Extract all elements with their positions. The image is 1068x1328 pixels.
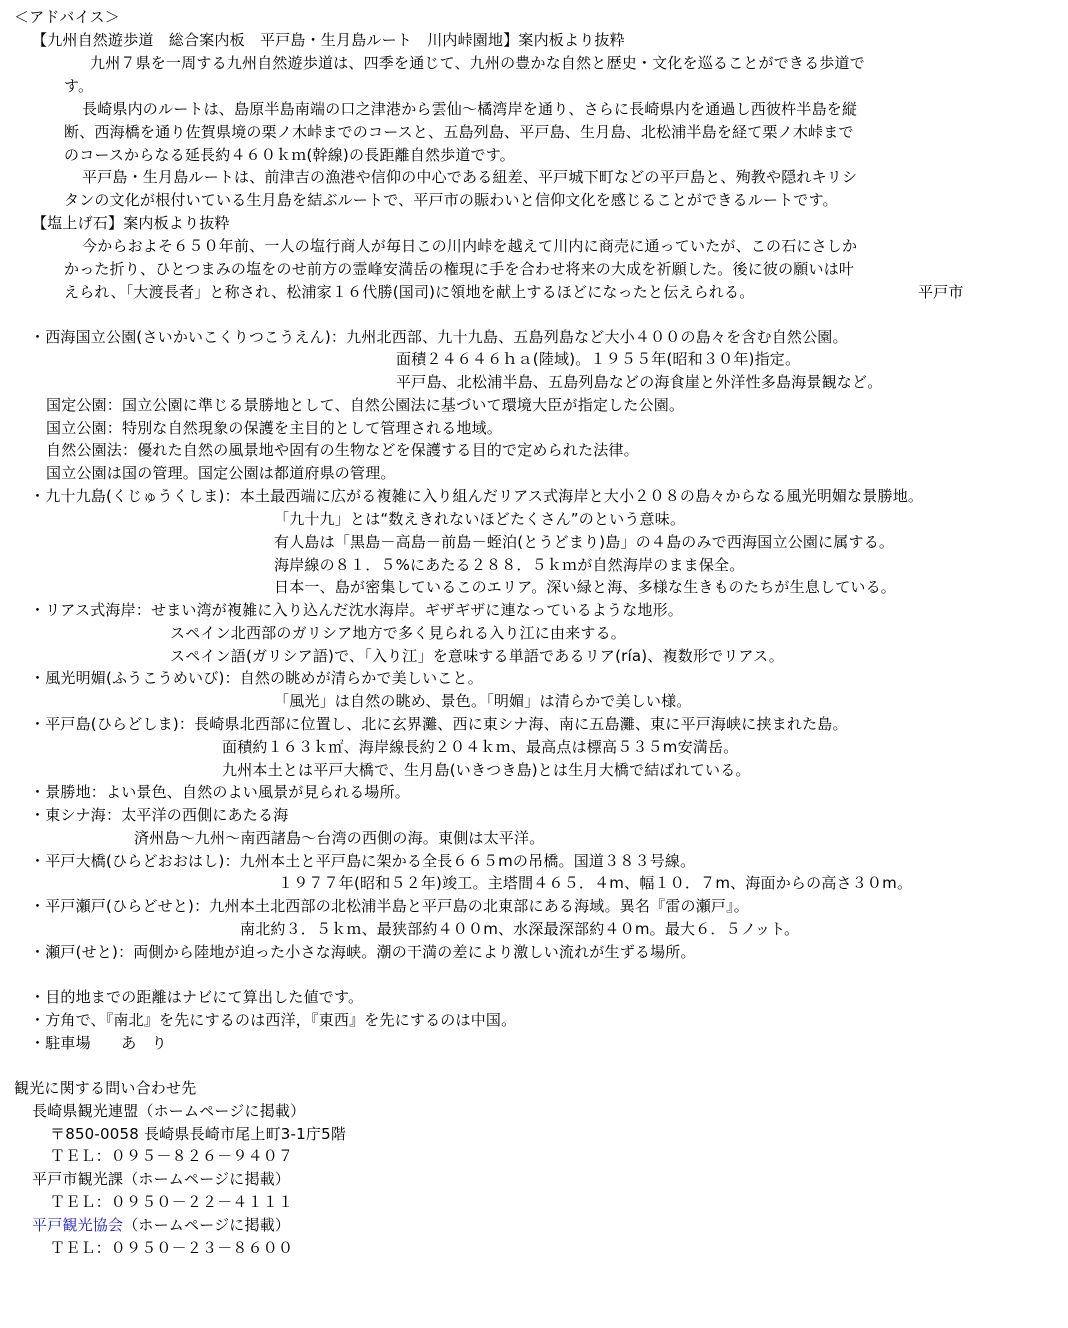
kyushu-board-line: 断、西海橋を通り佐賀県境の栗ノ木峠までのコースと、五島列島、平戸島、生月島、北松浦半島を経て栗ノ木峠まで	[64, 123, 854, 141]
glossary-seto: ・瀬戸(せと)：両側から陸地が迫った小さな海峡。潮の干満の差により激しい流れが生ずる場所。	[30, 943, 696, 961]
glossary-saikai-detail: 平戸島、北松浦半島、五島列島などの海食崖と外洋性多島海景観など。	[396, 373, 883, 391]
kyushu-board-line: のコースからなる延長約４６０ｋｍ(幹線)の長距離自然歩道です。	[64, 146, 515, 164]
glossary-fuko: ・風光明媚(ふうこうめいび)：自然の眺めが清らかで美しいこと。	[30, 669, 483, 687]
shioage-line: かった折り、ひとつまみの塩をのせ前方の霊峰安満岳の権現に手を合わせ将来の大成を祈願した。後に彼の願いは叶	[64, 260, 855, 278]
glossary-rias-detail: スペイン北西部のガリシア地方で多く見られる入り江に由来する。	[170, 624, 627, 642]
glossary-hirado-seto-detail: 南北約３．５ｋｍ、最狭部約４００m、水深最深部約４０m。最大６．５ノット。	[240, 920, 800, 938]
glossary-keishochi: ・景勝地：よい景色、自然のよい風景が見られる場所。	[30, 783, 411, 801]
glossary-hirado-bridge-detail: １９７７年(昭和５２年)竣工。主塔間４６５．４m、幅１０．７m、海面からの高さ３０m。	[278, 874, 913, 892]
advice-heading: ＜アドバイス＞	[14, 8, 120, 26]
shioage-line: えられ、「大渡長者」と称され、松浦家１６代勝(国司)に領地を献上するほどになったと伝えられる。	[64, 283, 755, 301]
shioage-source: 平戸市	[918, 283, 964, 301]
contact-hirado-city-name: 平戸市観光課（ホームページに掲載）	[32, 1170, 291, 1188]
glossary-east-china-sea: ・東シナ海：太平洋の西側にあたる海	[30, 806, 289, 824]
glossary-saikai-detail: 面積２４６４６ｈａ(陸域)。１９５５年(昭和３０年)指定。	[396, 350, 801, 368]
note-distance: ・目的地までの距離はナビにて算出した値です。	[30, 988, 364, 1006]
kyushu-board-title: 【九州自然遊歩道 総合案内板 平戸島・生月島ルート 川内峠園地】案内板より抜粋	[32, 31, 625, 49]
shioage-line: 今からおよそ６５０年前、一人の塩行商人が毎日この川内峠を越えて川内に商売に通っていたが、この石にさしか	[82, 237, 858, 255]
glossary-east-china-sea-detail: 済州島～九州～南西諸島～台湾の西側の海。東側は太平洋。	[134, 829, 545, 847]
kyushu-board-line: 長崎県内のルートは、島原半島南端の口之津港から雲仙～橘湾岸を通り、さらに長崎県内を通過し西彼杵半島を縦	[82, 100, 858, 118]
glossary-hirado-island: ・平戸島(ひらどしま)：長崎県北西部に位置し、北に玄界灘、西に東シナ海、南に五島灘、東に平戸海峡に挟まれた島。	[30, 715, 848, 733]
note-direction: ・方角で、『南北』を先にするのは西洋，『東西』を先にするのは中国。	[30, 1011, 517, 1029]
glossary-shizenkoen-ho: 自然公園法：優れた自然の風景地や固有の生物などを保護する目的で定められた法律。	[46, 441, 639, 459]
kyushu-board-line: 平戸島・生月島ルートは、前津吉の漁港や信仰の中心である紐差、平戸城下町などの平戸島と、殉教や隠れキリシ	[82, 168, 858, 186]
contact-hirado-assoc-tel: ＴＥＬ：０９５０－２３－８６００	[50, 1239, 294, 1257]
shioage-title: 【塩上げ石】案内板より抜粋	[32, 214, 230, 232]
glossary-saikai: ・西海国立公園(さいかいこくりつこうえん)：九州北西部、九十九島、五島列島など大小４００の島々を含む自然公園。	[30, 328, 848, 346]
glossary-hirado-island-detail: 九州本土とは平戸大橋で、生月島(いきつき島)とは生月大橋で結ばれている。	[222, 761, 751, 779]
glossary-kanri: 国立公園は国の管理。国定公園は都道府県の管理。	[46, 464, 396, 482]
contact-nagasaki-tel: ＴＥＬ：０９５－８２６－９４０７	[50, 1147, 294, 1165]
contact-hirado-assoc	[32, 1214, 290, 1236]
glossary-fuko-detail: 「風光」は自然の眺め、景色。「明媚」は清らかで美しい様。	[274, 692, 692, 710]
kyushu-board-line: 九州７県を一周する九州自然遊歩道は、四季を通じて、九州の豊かな自然と歴史・文化を巡ることができる歩道で	[90, 54, 865, 72]
glossary-rias-detail: スペイン語(ガリシア語)で、「入り江」を意味する単語であるリア(ría)、複数形でリアス。	[170, 647, 784, 665]
contact-nagasaki-address: 〒850-0058 長崎県長崎市尾上町3-1庁5階	[50, 1125, 347, 1143]
contacts-heading: 観光に関する問い合わせ先	[14, 1079, 197, 1097]
glossary-kujukushima-detail: 海岸線の８１．５%にあたる２８８．５ｋｍが自然海岸のまま保全。	[274, 556, 745, 574]
glossary-hirado-bridge: ・平戸大橋(ひらどおおはし)：九州本土と平戸島に架かる全長６６５mの吊橋。国道３８３号線。	[30, 852, 696, 870]
note-parking: ・駐車場 あ り	[30, 1034, 167, 1052]
glossary-kokutei: 国定公園：国立公園に準じる景勝地として、自然公園法に基づいて環境大臣が指定した公園。	[46, 396, 685, 414]
contact-hirado-assoc-suffix: （ホームページに掲載）	[123, 1216, 291, 1234]
glossary-kujukushima-detail: 日本一、島が密集しているこのエリア。深い緑と海、多様な生きものたちが生息している。	[274, 578, 897, 596]
glossary-kokuritsu: 国立公園：特別な自然現象の保護を主目的として管理される地域。	[46, 419, 503, 437]
glossary-kujukushima: ・九十九島(くじゅうくしま)：本土最西端に広がる複雑に入り組んだリアス式海岸と大小２０８の島々からなる風光明媚な景勝地。	[30, 487, 924, 505]
kyushu-board-line: す。	[64, 77, 94, 95]
contact-nagasaki-name: 長崎県観光連盟（ホームページに掲載）	[32, 1102, 306, 1120]
glossary-hirado-island-detail: 面積約１６３ｋ㎡、海岸線長約２０４ｋｍ、最高点は標高５３５m安満岳。	[222, 738, 739, 756]
kyushu-board-line: タンの文化が根付いている生月島を結ぶルートで、平戸市の賑わいと信仰文化を感じることができるルートです。	[64, 191, 838, 209]
glossary-kujukushima-detail: 「九十九」とは“数えきれないほどたくさん”のという意味。	[274, 510, 686, 528]
hirado-tourism-association-link[interactable]: 平戸観光協会	[32, 1216, 124, 1234]
glossary-hirado-seto: ・平戸瀬戸(ひらどせと)：九州本土北西部の北松浦半島と平戸島の北東部にある海域。異名『雷の瀬戸』。	[30, 897, 750, 915]
glossary-rias: ・リアス式海岸：せまい湾が複雑に入り込んだ沈水海岸。ギザギザに連なっているような地形。	[30, 601, 684, 619]
contact-hirado-city-tel: ＴＥＬ：０９５０－２２－４１１１	[50, 1193, 294, 1211]
glossary-kujukushima-detail: 有人島は「黒島－高島－前島－蛭泊(とうどまり)島」の４島のみで西海国立公園に属する。	[274, 533, 895, 551]
